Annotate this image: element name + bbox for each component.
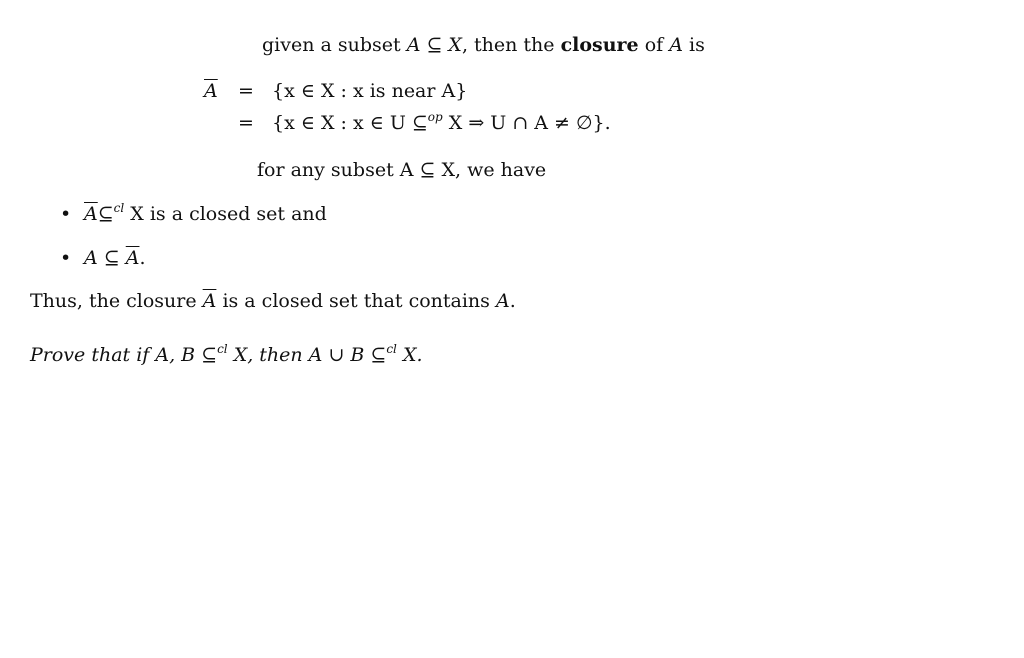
thus-text-1: Thus, the closure <box>30 290 197 312</box>
thus-var: A <box>495 290 510 312</box>
op-superscript: op <box>427 110 443 124</box>
intro-text-2: , then the <box>461 34 555 56</box>
intro-line <box>262 33 705 57</box>
bullet-2-closure: $\overline{A}$ <box>125 247 140 269</box>
prove-statement <box>30 343 423 367</box>
bullet-item-2 <box>84 246 146 270</box>
thus-line <box>30 289 516 313</box>
prove-text: Prove that if A, B ⊆ <box>30 344 218 366</box>
prove-end: X. <box>402 344 423 366</box>
equation-rhs-2-tail: X ⇒ U ∩ A ≠ ∅}. <box>448 112 611 134</box>
bullet-dot-1: • <box>60 203 72 225</box>
thus-closure: $\overline{A}$ <box>202 290 217 312</box>
prove-cl-superscript-1: cl <box>217 342 228 356</box>
equation-eq-2: = <box>238 112 254 134</box>
bullet-1-rel: ⊆ <box>97 203 114 225</box>
bullet-2-text: A ⊆ <box>84 247 120 269</box>
cl-superscript: cl <box>113 201 125 215</box>
equation-lhs: $\overline{A}$ <box>204 80 218 102</box>
prove-mid: X, then A ∪ B ⊆ <box>233 344 387 366</box>
intro-text: given a subset <box>262 34 401 56</box>
intro-set-relation: A ⊆ X <box>406 34 462 56</box>
intro-is: is <box>689 34 705 56</box>
bullet-1-text: X is a closed set and <box>130 203 327 225</box>
closure-bold-word: closure <box>560 34 639 56</box>
equation-rhs-1: {x ∈ X : x is near A} <box>272 80 468 102</box>
thus-text-2: is a closed set that contains <box>222 290 490 312</box>
equation-rhs-2 <box>272 111 611 135</box>
equation-eq-1: = <box>238 80 254 102</box>
thus-period: . <box>509 290 516 312</box>
intro-of: of <box>644 34 664 56</box>
intro-var: A <box>669 34 683 56</box>
for-any-line: for any subset A ⊆ X, we have <box>257 159 547 181</box>
equation-rhs-2-main: {x ∈ X : x ∈ U ⊆ <box>272 112 428 134</box>
prove-cl-superscript-2: cl <box>386 342 397 356</box>
bullet-dot-2: • <box>60 247 72 269</box>
bullet-1-closure: $\overline{A}$ <box>84 203 98 225</box>
bullet-item-1 <box>84 202 327 226</box>
bullet-2-period: . <box>139 247 146 269</box>
